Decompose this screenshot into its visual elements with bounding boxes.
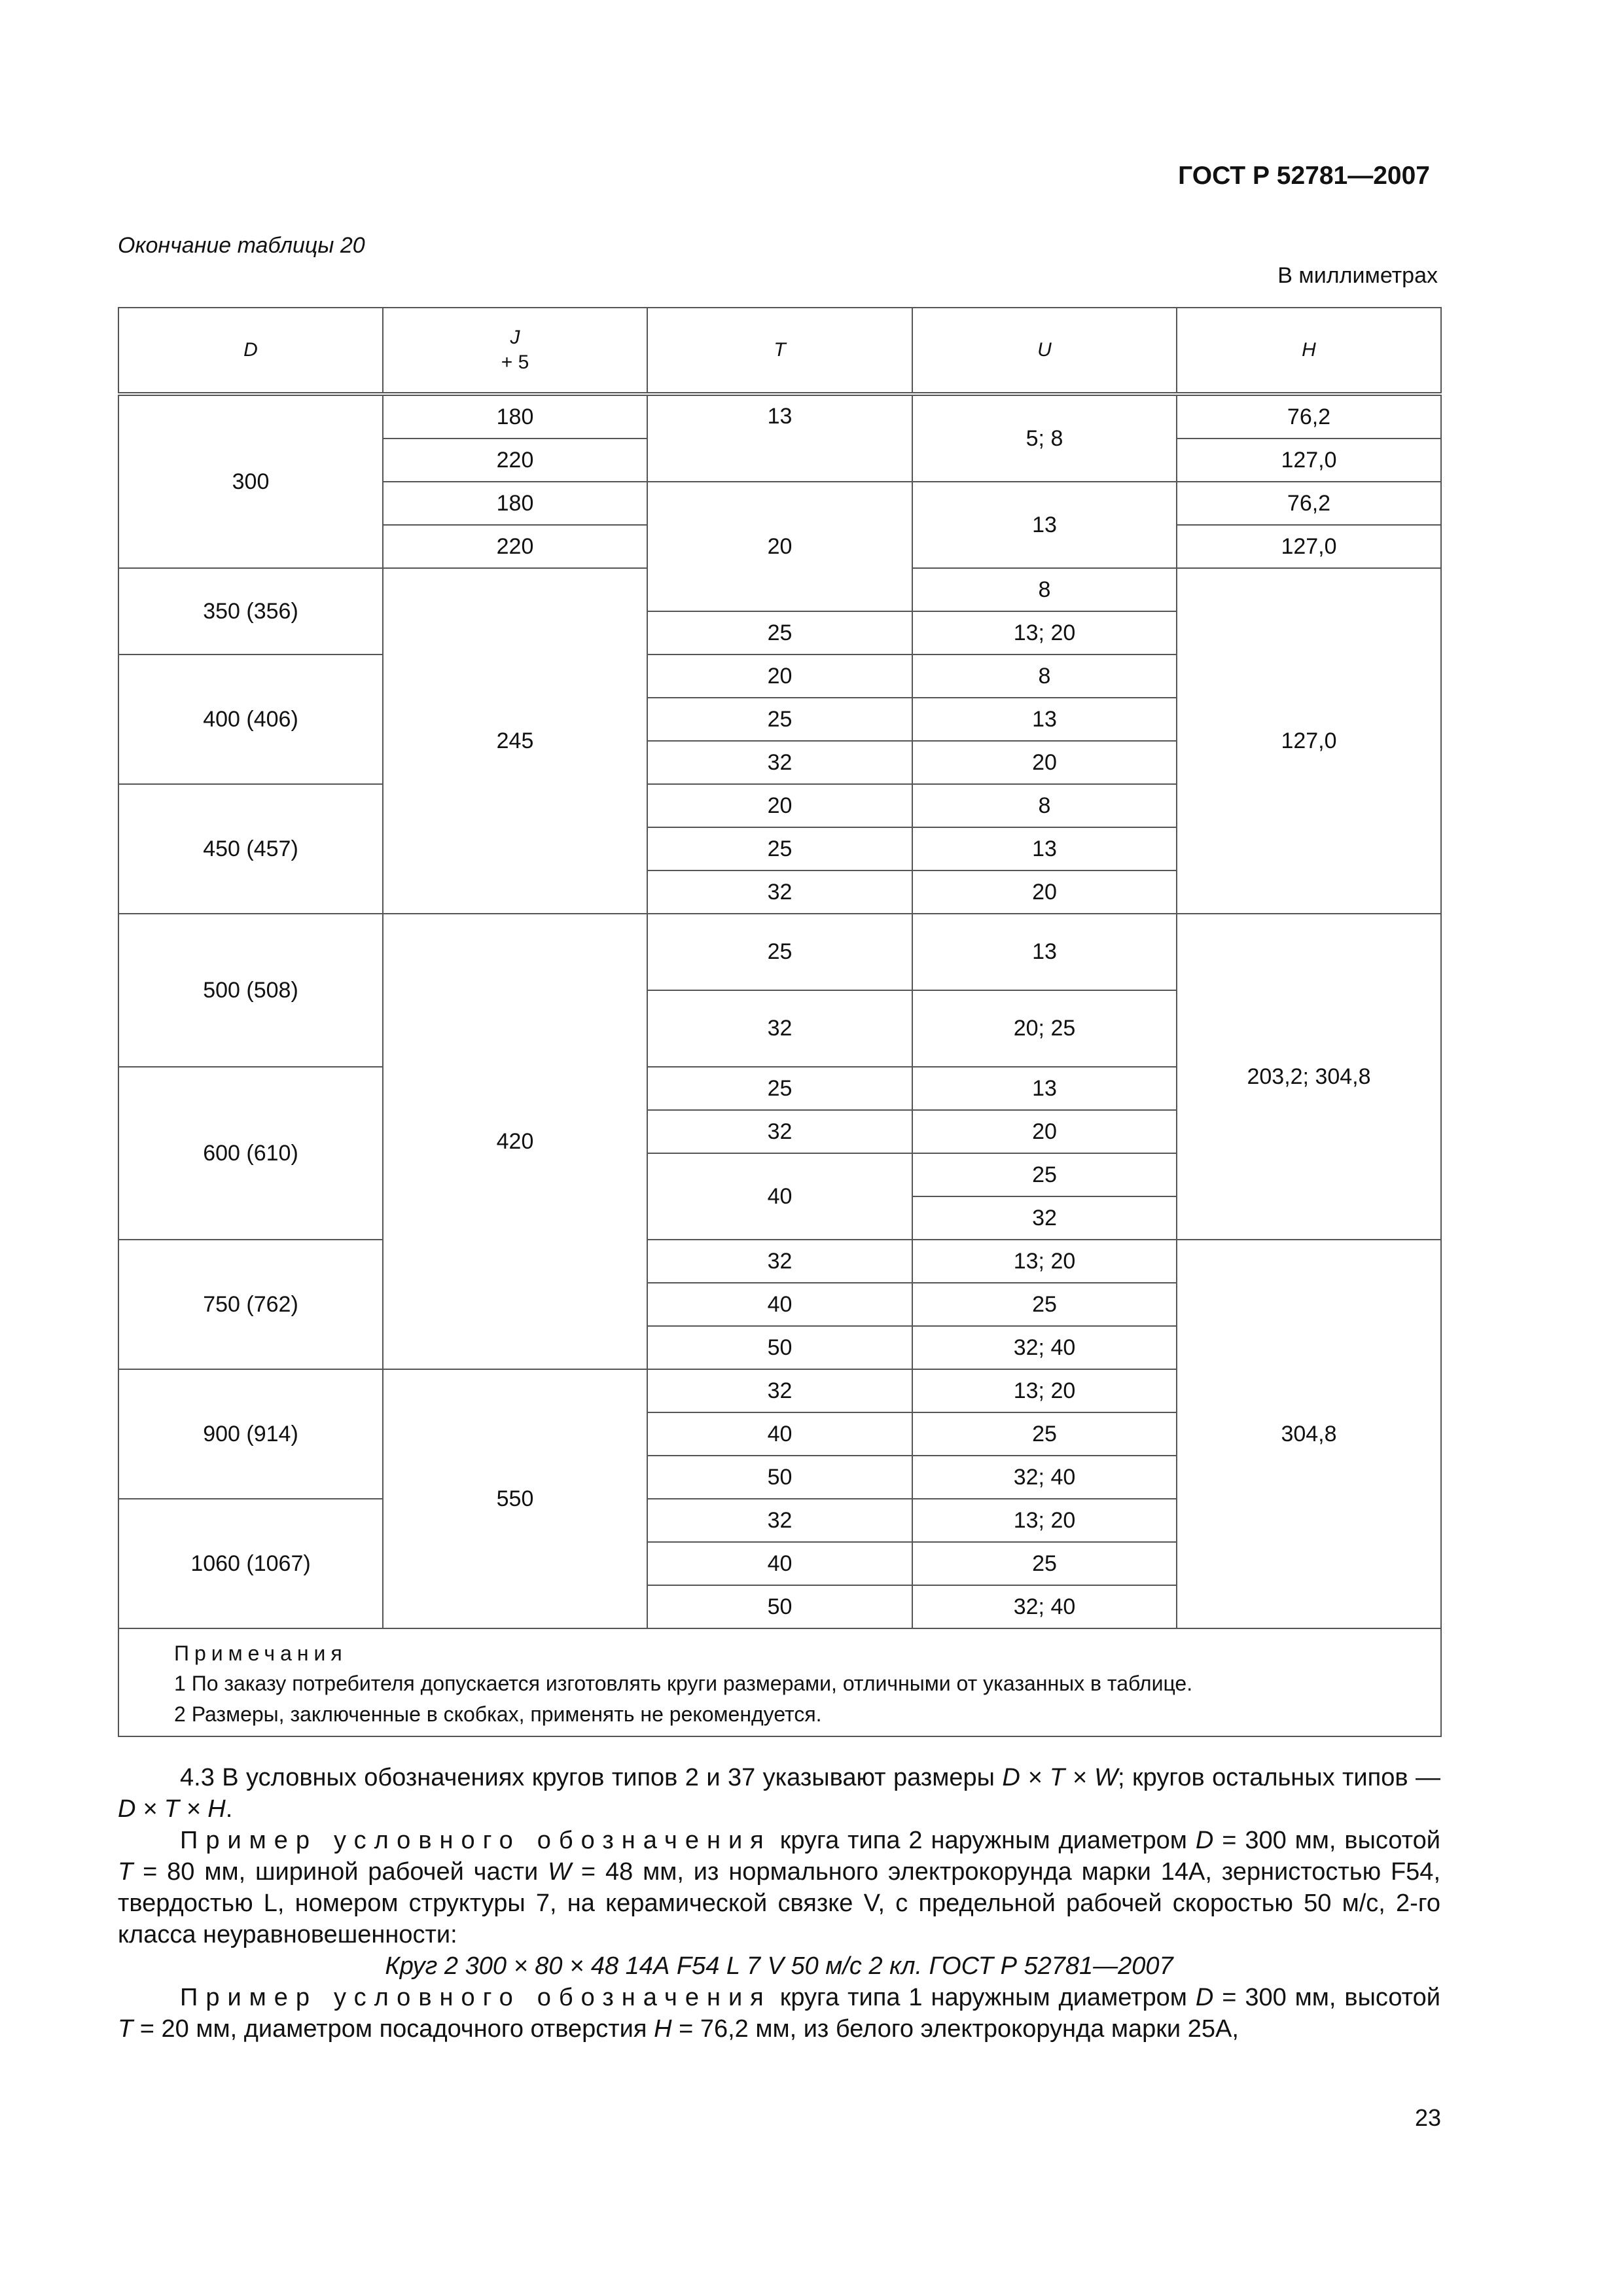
table-notes: [118, 1628, 1441, 1736]
cell-u: 13: [912, 698, 1177, 741]
text-run: круга типа 2 наружным диаметром: [771, 1827, 1196, 1854]
text-run: = 20 мм, диаметром посадочного отверстия: [133, 2015, 654, 2043]
paragraph-4-3: [118, 1762, 1440, 1825]
table-row: [118, 914, 1441, 990]
cell-h: 76,2: [1177, 394, 1441, 439]
cell-t: 40: [647, 1153, 912, 1240]
cell-t: 40: [647, 1412, 912, 1456]
text-run: = 300 мм, высотой: [1213, 1827, 1440, 1854]
cell-u: 13; 20: [912, 611, 1177, 655]
cell-j: 550: [383, 1369, 647, 1628]
cell-t: 32: [647, 1369, 912, 1412]
note-item: 1 По заказу потребителя допускается изготовлять круги размерами, отличными от указанных в таблице.: [174, 1672, 1193, 1696]
cell-t: 25: [647, 914, 912, 990]
note-item: 2 Размеры, заключенные в скобках, применять не рекомендуется.: [174, 1702, 822, 1726]
table-caption: Окончание таблицы 20: [118, 233, 365, 258]
cell-u: 13: [912, 914, 1177, 990]
text-run: 4.3 В условных обозначениях кругов типов 2 и 37 указывают размеры: [180, 1764, 1003, 1791]
cell-t: 25: [647, 698, 912, 741]
text-run: ; кругов остальных типов —: [1118, 1764, 1440, 1791]
cell-t: 50: [647, 1456, 912, 1499]
header-d: D: [118, 308, 383, 394]
table-body: [118, 394, 1441, 1736]
table-row: [118, 394, 1441, 439]
cell-t: 25: [647, 1067, 912, 1110]
cell-h: 127,0: [1177, 439, 1441, 482]
header-j-tolerance: + 5: [501, 351, 529, 373]
cell-u: 32; 40: [912, 1456, 1177, 1499]
body-text: [118, 1762, 1440, 2045]
cell-t: 32: [647, 1240, 912, 1283]
header-h: H: [1177, 308, 1441, 394]
cell-u: 20; 25: [912, 990, 1177, 1067]
cell-t: 20: [647, 655, 912, 698]
cell-u: 8: [912, 784, 1177, 827]
cell-j: 180: [383, 482, 647, 525]
cell-t: 32: [647, 1499, 912, 1542]
header-t: T: [647, 308, 912, 394]
cell-u: 25: [912, 1283, 1177, 1326]
cell-u: 25: [912, 1542, 1177, 1585]
variable: D: [1195, 1827, 1214, 1854]
cell-t: 20: [647, 784, 912, 827]
cell-u: 20: [912, 870, 1177, 914]
page-number: 23: [1414, 2104, 1441, 2131]
cell-t: 50: [647, 1326, 912, 1369]
header-j-symbol: J: [510, 327, 520, 348]
cell-u: 8: [912, 655, 1177, 698]
cell-d: 600 (610): [118, 1067, 383, 1240]
cell-t: 50: [647, 1585, 912, 1628]
cell-u: 13; 20: [912, 1369, 1177, 1412]
cell-j: 220: [383, 439, 647, 482]
cell-t: 20: [647, 482, 912, 611]
dimensions-table: [118, 307, 1442, 1737]
cell-d: 450 (457): [118, 784, 383, 914]
cell-t: 32: [647, 990, 912, 1067]
cell-u: 13: [912, 482, 1177, 568]
formula-dth: D × T × H: [118, 1795, 226, 1823]
text-run: = 76,2 мм, из белого электрокорунда марки 25А,: [671, 2015, 1239, 2043]
table-header: [118, 308, 1441, 394]
cell-u: 20: [912, 741, 1177, 784]
cell-j: 420: [383, 914, 647, 1369]
cell-u: 32; 40: [912, 1585, 1177, 1628]
header-j: [383, 308, 647, 394]
variable: T: [118, 2015, 134, 2043]
cell-d: 500 (508): [118, 914, 383, 1067]
variable: H: [654, 2015, 672, 2043]
text-run: круга типа 1 наружным диаметром: [771, 1984, 1196, 2011]
cell-t: 25: [647, 611, 912, 655]
cell-u: 8: [912, 568, 1177, 611]
cell-u: 13: [912, 827, 1177, 870]
example-label: Пример условного обозначения: [180, 1827, 772, 1854]
cell-d: 300: [118, 394, 383, 568]
cell-h: 127,0: [1177, 568, 1441, 914]
notes-row: [118, 1628, 1441, 1736]
cell-t: 32: [647, 1110, 912, 1153]
cell-h: 76,2: [1177, 482, 1441, 525]
notes-heading: Примечания: [174, 1641, 348, 1665]
text-run: = 48 мм, из нормального электрокорунда марки 14А, зернистостью F54, твердостью L, номером структуры 7, на керамической связке V, с предельной рабочей скоростью 50 м/с, 2-го класса неуравновешенности:: [118, 1858, 1440, 1948]
cell-t: 13: [647, 394, 912, 482]
cell-d: 750 (762): [118, 1240, 383, 1369]
cell-h: 127,0: [1177, 525, 1441, 568]
cell-u: 13; 20: [912, 1499, 1177, 1542]
text-run: .: [225, 1795, 233, 1823]
cell-u: 13; 20: [912, 1240, 1177, 1283]
cell-t: 40: [647, 1283, 912, 1326]
cell-t: 40: [647, 1542, 912, 1585]
units-label: В миллиметрах: [1277, 263, 1438, 288]
cell-t: 32: [647, 870, 912, 914]
header-row: [118, 308, 1441, 394]
cell-d: 1060 (1067): [118, 1499, 383, 1628]
cell-t: 25: [647, 827, 912, 870]
cell-u: 20: [912, 1110, 1177, 1153]
cell-h: 304,8: [1177, 1240, 1441, 1628]
header-u: U: [912, 308, 1177, 394]
variable: T: [118, 1858, 134, 1886]
cell-u: 32; 40: [912, 1326, 1177, 1369]
document-code: ГОСТ Р 52781—2007: [1178, 162, 1430, 190]
example-paragraph-1: [118, 1825, 1440, 1950]
cell-d: 400 (406): [118, 655, 383, 784]
text-run: = 80 мм, шириной рабочей части: [133, 1858, 548, 1886]
variable: W: [548, 1858, 571, 1886]
cell-h: 203,2; 304,8: [1177, 914, 1441, 1240]
example-paragraph-2: [118, 1982, 1440, 2045]
cell-u: 5; 8: [912, 394, 1177, 482]
cell-j: 220: [383, 525, 647, 568]
cell-j: 245: [383, 568, 647, 914]
designation-example: Круг 2 300 × 80 × 48 14А F54 L 7 V 50 м/с 2 кл. ГОСТ Р 52781—2007: [385, 1952, 1173, 1980]
table-row: [118, 1240, 1441, 1283]
cell-d: 900 (914): [118, 1369, 383, 1499]
example-label: Пример условного обозначения: [180, 1984, 772, 2011]
variable: D: [1195, 1984, 1214, 2011]
formula-dtw: D × T × W: [1002, 1764, 1118, 1791]
cell-u: 25: [912, 1412, 1177, 1456]
text-run: = 300 мм, высотой: [1213, 1984, 1440, 2011]
cell-u: 32: [912, 1196, 1177, 1240]
cell-u: 13: [912, 1067, 1177, 1110]
cell-t: 32: [647, 741, 912, 784]
cell-u: 25: [912, 1153, 1177, 1196]
cell-j: 180: [383, 394, 647, 439]
cell-d: 350 (356): [118, 568, 383, 655]
